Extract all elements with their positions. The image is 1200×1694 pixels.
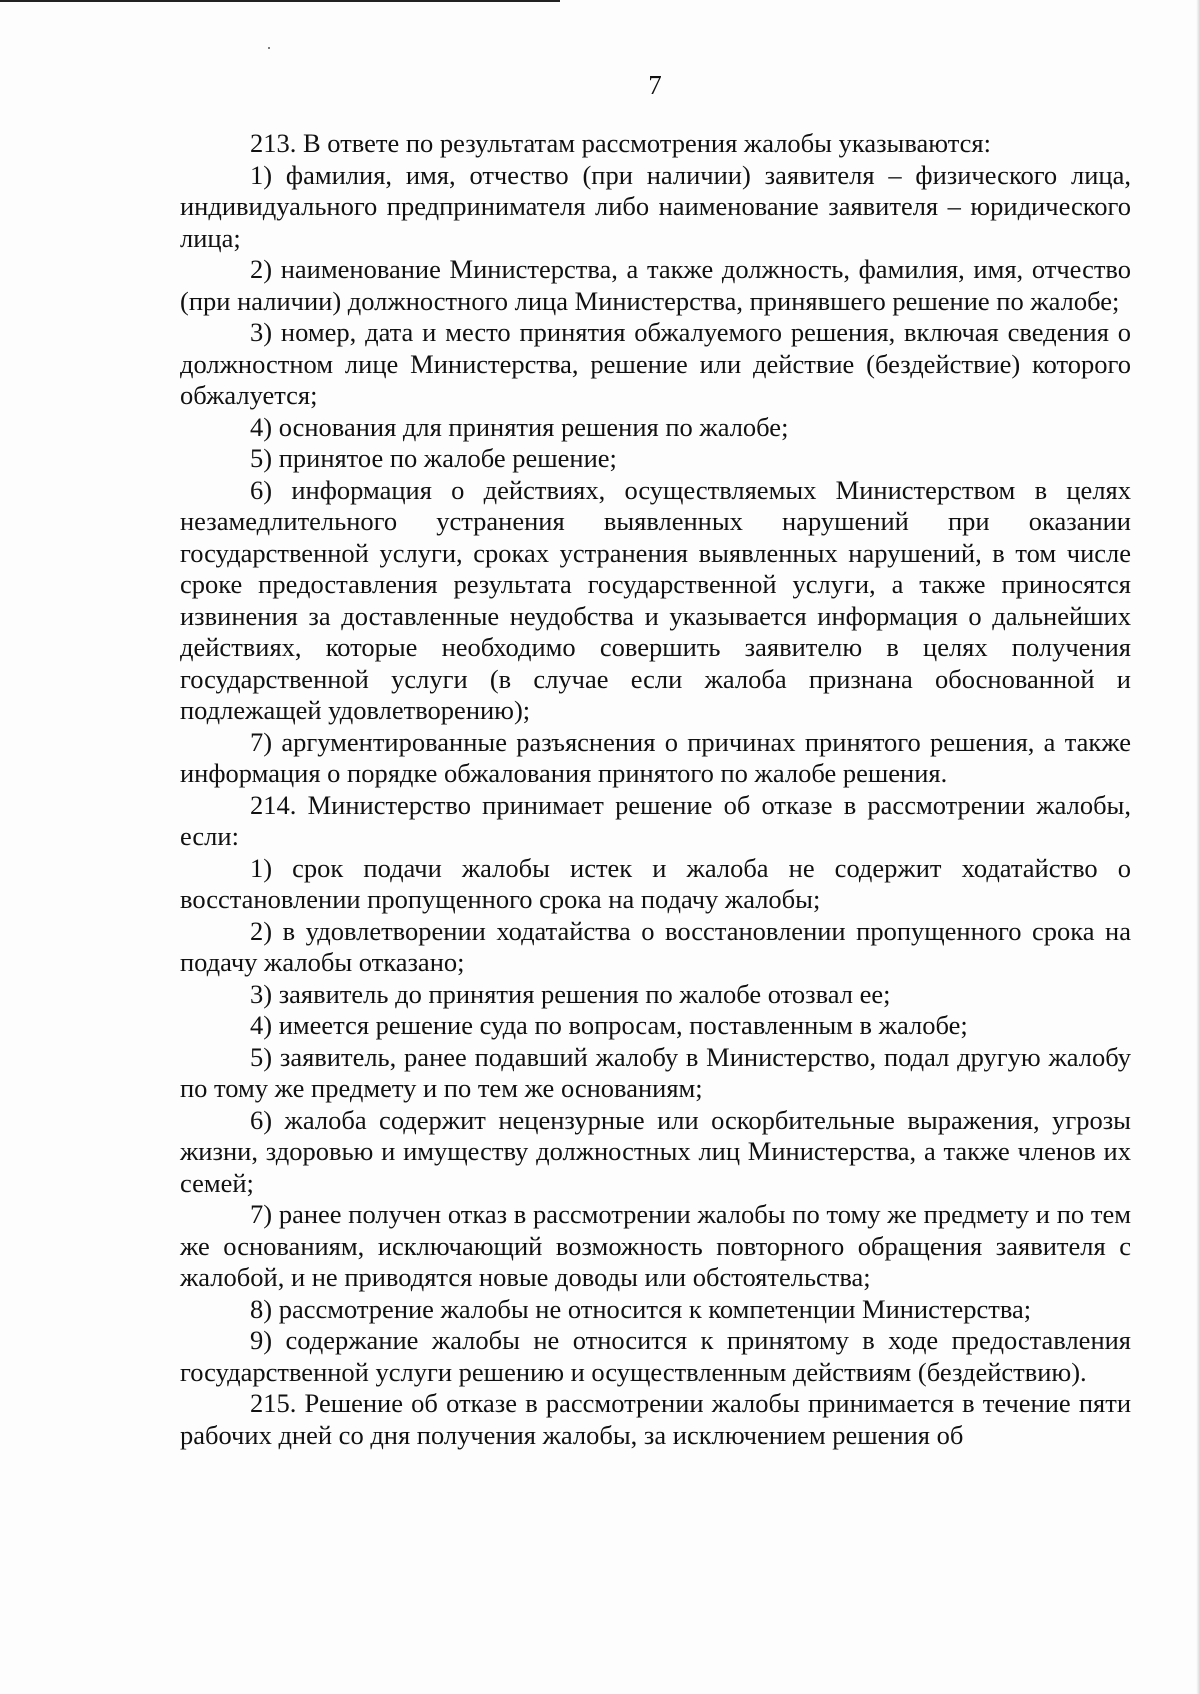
paragraph-214-item-4: 4) имеется решение суда по вопросам, поставленным в жалобе; bbox=[250, 1010, 968, 1040]
paragraph-214-item-3: 3) заявитель до принятия решения по жалобе отозвал ее; bbox=[250, 978, 891, 1009]
body-text bbox=[180, 128, 1131, 1451]
paragraph-214-heading: 214. Министерство принимает решение об отказе в рассмотрении жалобы, если: bbox=[180, 789, 1131, 851]
paragraph-214-item-1: 1) срок подачи жалобы истек и жалоба не содержит ходатайство о восстановлении пропущенного срока на подачу жалобы; bbox=[180, 852, 1131, 914]
paragraph-214-item-2: 2) в удовлетворении ходатайства о восстановлении пропущенного срока на подачу жалобы отказано; bbox=[180, 915, 1131, 977]
paragraph-213-item-1: 1) фамилия, имя, отчество (при наличии) заявителя – физического лица, индивидуального предпринимателя либо наименование заявителя – юридического лица; bbox=[180, 159, 1131, 253]
scan-edge-right bbox=[1196, 0, 1200, 1694]
paragraph-214-item-7: 7) ранее получен отказ в рассмотрении жалобы по тому же предмету и по тем же основаниям, исключающий возможность повторного обращения заявителя с жалобой, и не приводятся новые доводы или обстоятельства; bbox=[180, 1199, 1131, 1292]
paragraph-214-item-9: 9) содержание жалобы не относится к принятому в ходе предоставления государственной услуги решению и осуществленным действиям (бездействию). bbox=[180, 1325, 1131, 1387]
page-number: 7 bbox=[648, 70, 662, 100]
scan-speck bbox=[268, 47, 270, 49]
paragraph-213-item-2: 2) наименование Министерства, а также должность, фамилия, имя, отчество (при наличии) должностного лица Министерства, принявшего решение по жалобе; bbox=[180, 254, 1131, 316]
paragraph-213-heading: 213. В ответе по результатам рассмотрения жалобы указываются: bbox=[250, 128, 991, 158]
paragraph-214-item-6: 6) жалоба содержит нецензурные или оскорбительные выражения, угрозы жизни, здоровью и имуществу должностных лиц Министерства, а также членов их семей; bbox=[180, 1104, 1131, 1198]
scan-edge-top bbox=[0, 0, 560, 2]
paragraph-214-item-8: 8) рассмотрение жалобы не относится к компетенции Министерства; bbox=[250, 1293, 1032, 1324]
paragraph-213-item-4: 4) основания для принятия решения по жалобе; bbox=[250, 411, 789, 442]
paragraph-213-item-5: 5) принятое по жалобе решение; bbox=[250, 443, 617, 473]
paragraph-213-item-7: 7) аргументированные разъяснения о причинах принятого решения, а также информация о порядке обжалования принятого по жалобе решения. bbox=[180, 726, 1131, 788]
paragraph-215: 215. Решение об отказе в рассмотрении жалобы принимается в течение пяти рабочих дней со дня получения жалобы, за исключением решения об bbox=[180, 1388, 1131, 1450]
paragraph-214-item-5: 5) заявитель, ранее подавший жалобу в Министерство, подал другую жалобу по тому же предмету и по тем же основаниям; bbox=[180, 1041, 1131, 1103]
paragraph-213-item-6: 6) информация о действиях, осуществляемых Министерством в целях незамедлительного устранения выявленных нарушений при оказании государственной услуги, сроках устранения выявленных нарушений, в том числе сроке предоставления результата государственной услуги, а также приносятся извинения за доставленные неудобства и указывается информация о дальнейших действиях, которые необходимо совершить заявителю в целях получения государственной услуги (в случае если жалоба признана обоснованной и подлежащей удовлетворению); bbox=[180, 474, 1131, 725]
paragraph-213-item-3: 3) номер, дата и место принятия обжалуемого решения, включая сведения о должностном лице Министерства, решение или действие (бездействие) которого обжалуется; bbox=[180, 317, 1131, 410]
